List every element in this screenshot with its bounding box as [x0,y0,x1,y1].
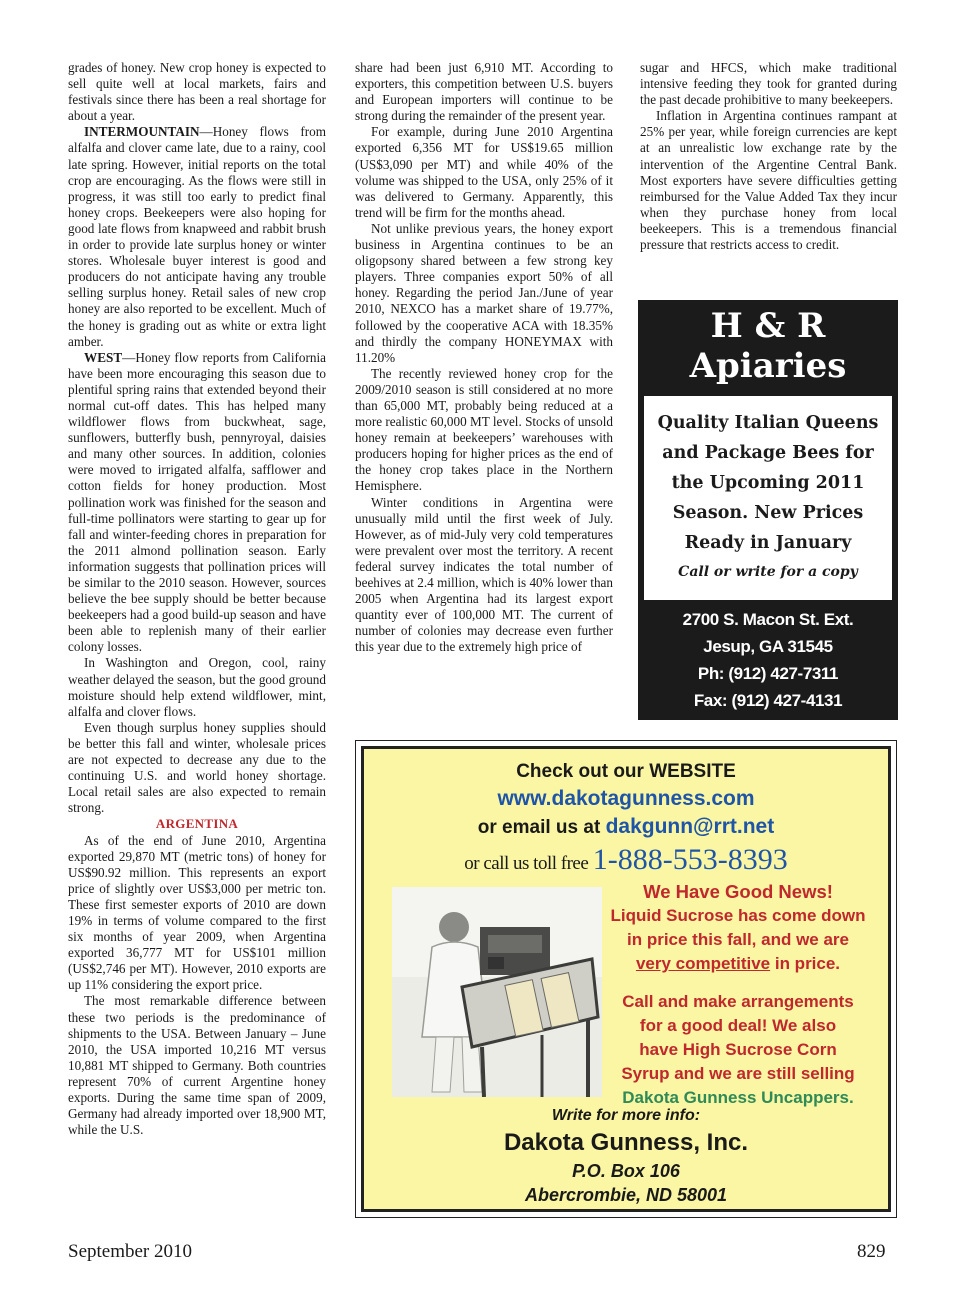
news-line: for a good deal! We also [639,1016,837,1035]
ad-city: Jesup, GA 31545 [703,637,833,656]
ad-title: H & R [710,306,826,346]
ad-phone: Ph: (912) 427-7311 [697,664,839,683]
footer-page-number: 829 [857,1241,886,1262]
paragraph: sugar and HFCS, which make traditional intensive feeding they took for granted during the past decade prohibitive to many beekeepers. [640,60,897,108]
phone-label: or call us toll free [464,853,589,874]
write-label: Write for more info: [551,1107,701,1124]
po-box: P.O. Box 106 [572,1161,680,1181]
section-heading-argentina: ARGENTINA [155,816,239,832]
news-line [596,952,880,976]
ad-address: 2700 S. Macon St. Ext. [682,610,854,629]
news-line: Syrup and we are still selling [621,1064,855,1083]
paragraph: The recently reviewed honey crop for the 2009/2010 season is still considered at no more than 65,000 MT, probably being reduced at a more realistic 60,000 MT level. Stocks of unsold honey remain at beekeepers’ warehouses with producers hoping for higher prices as the end of the honey crop takes place in the Northern Hemisphere. [355,365,613,494]
ad-contact [638,606,898,714]
article-column-1 [68,60,326,1138]
paragraph: For example, during June 2010 Argentina exported 6,356 MT for US$19.65 million (US$3,090 per MT) and while 40% of the volume was shipped to the USA, only 25% of it was delivered to Germany. Apparently, this trend will be firm for the months ahead. [355,124,613,220]
region-text: —Honey flows from alfalfa and clover came late, due to a rainy, cool late spring. However, initial reports on the total crop are encouraging. As the flows were still in progress, it was still too early to predict final honey crops. Beekeepers were also hoping for good late flows from knapweed and rabbit brush in order to provide late surplus honey or winter stores. Wholesale buyer interest is good and producers do not anticipate having any trouble selling surplus honey. Retail sales of new crop honey are also reported to be excellent. Much of the honey is grading out as white or extra light amber. [68,124,326,349]
paragraph: Even though surplus honey supplies should be better this fall and winter, wholesale prices are not expected to decrease any due to the continuing U.S. and world honey shortage. Local retail sales are also expected to remain strong. [68,719,326,816]
website-label: Check out our WEBSITE [516,761,736,782]
offer-line: Ready in January [684,533,852,553]
spacer [596,976,880,990]
paragraph: share had been just 6,910 MT. According to exporters, this competition between U.S. buyers and European importers will continue to be strong during the remainder of the present year. [355,60,613,124]
article-column-3 [640,60,897,253]
offer-line: and Package Bees for [662,443,874,463]
uncapper-photo [392,887,602,1097]
paragraph: In Washington and Oregon, cool, rainy weather delayed the season, but the good ground moisture should help extend wildflower, mint, alfalfa and clover flows. [68,655,326,719]
ad-offer-panel [644,396,892,600]
offer-line: Season. New Prices [672,503,864,523]
offer-line: the Upcoming 2011 [671,473,865,493]
hr-apiaries-ad [638,300,898,720]
news-emphasis: very competitive [635,954,771,973]
news-line: in price this fall, and we are [626,930,849,949]
ad-inner [361,746,891,1212]
offer-line: Quality Italian Queens [657,413,879,433]
ad-title: Apiaries [689,346,847,386]
news-line: Call and make arrangements [622,992,854,1011]
paragraph: Winter conditions in Argentina were unusually mild until the first week of July. However, as of mid-July very cold temperatures were prevalent over most the territory. A recent federal survey indicates the total number of beehives at 2.4 million, which is 40% lower than 2005 when Argentina had its largest export quantity ever of 100,000 MT. The current of number of colonies may decrease even further this year due to the extremely high price of [355,494,613,655]
news-heading: We Have Good News! [643,881,833,902]
website-link[interactable]: www.dakotagunness.com [497,787,755,810]
email-label: or email us at [477,817,601,838]
news-line: Liquid Sucrose has come down [610,906,866,925]
news-line-rest: in price. [770,954,841,973]
email-row [364,815,888,839]
news-line-uncappers: Dakota Gunness Uncappers. [622,1088,854,1107]
paragraph: The most remarkable difference between these two periods is the predominance of shipments to the USA. Between January – June 2010, the USA imported 10,216 MT versus 10,881 MT shipped to Germany. Both countries represent 70% of current Argentine honey exports. During the same time span of 2009, Germany had already imported over 18,900 MT, while the U.S. [68,993,326,1138]
company-name: Dakota Gunness, Inc. [503,1129,749,1156]
paragraph: grades of honey. New crop honey is expected to sell quite well at local markets, fairs and festivals since there has been a real shortage for about a year. [68,60,326,124]
paragraph-west [68,350,326,656]
paragraph-intermountain [68,124,326,349]
email-link[interactable]: dakgunn@rrt.net [605,815,775,838]
paragraph: As of the end of June 2010, Argentina exported 29,870 MT (metric tons) of honey for US$90.92 million. This represents an export price of slightly over US$3,000 per metric ton. These first semester exports of 2010 are down 19% in terms of volume compared to the first six months of year 2009, when Argentina exported 36,777 MT for US$101 million (US$2,746 per MT). However, 2010 exports are up 11% considering the export price. [68,832,326,993]
news-line: have High Sucrose Corn [639,1040,837,1059]
region-text: —Honey flow reports from California have been more encouraging this season due to plentiful spring rains that extended beyond their normal cut-off dates. This has helped many wildflower flows from buckwheat, sage, sunflowers, butterfly bush, pennyroyal, daisies and many other sources. In addition, colonies were moved to irrigated alfalfa, safflower and cotton fields for honey production. Most pollination work was finished for the season and full-time pollinators were starting to gear up for fall and winter-feeding chores in preparation for the 2011 almond pollination season. Early information suggests that pollination prices will be similar to the 2010 season. However, sources believe the bee supply should be better because beekeepers had a good build-up season and have been able to replenish many of their earlier colony losses. [68,349,326,655]
paragraph: Not unlike previous years, the honey export business in Argentina continues to be an oligopsony shared between a few strong key players. Three companies export 50% of all honey. Regarding the period Jan./June of year 2010, NEXCO has a market share of 19.77%, followed by the cooperative ACA with 18.35% and thirdly the company HONEYMAX with 11.20% [355,220,613,365]
phone-number: 1-888-553-8393 [592,843,788,876]
paragraph: Inflation in Argentina continues rampant at 25% per year, while foreign currencies are kept at an unrealistic low exchange rate by the intervention of the Argentine Central Bank. Most exporters have severe difficulties getting reimbursed for the Value Added Tax they incur when they purchase honey from local beekeepers. This is a tremendous financial pressure that restricts access to credit. [640,108,897,253]
ad-fax: Fax: (912) 427-4131 [693,691,843,710]
ad-call-text: Call or write for a copy [678,564,858,580]
dakota-gunness-ad [355,740,897,1218]
good-news-text [596,879,880,1110]
article-column-2 [355,60,613,655]
ad-offer-text [654,408,882,558]
region-heading: WEST [84,349,123,365]
company-city: Abercrombie, ND 58001 [524,1185,728,1205]
region-heading: INTERMOUNTAIN [84,124,200,140]
phone-row [364,843,888,877]
footer-issue-date: September 2010 [68,1241,193,1262]
